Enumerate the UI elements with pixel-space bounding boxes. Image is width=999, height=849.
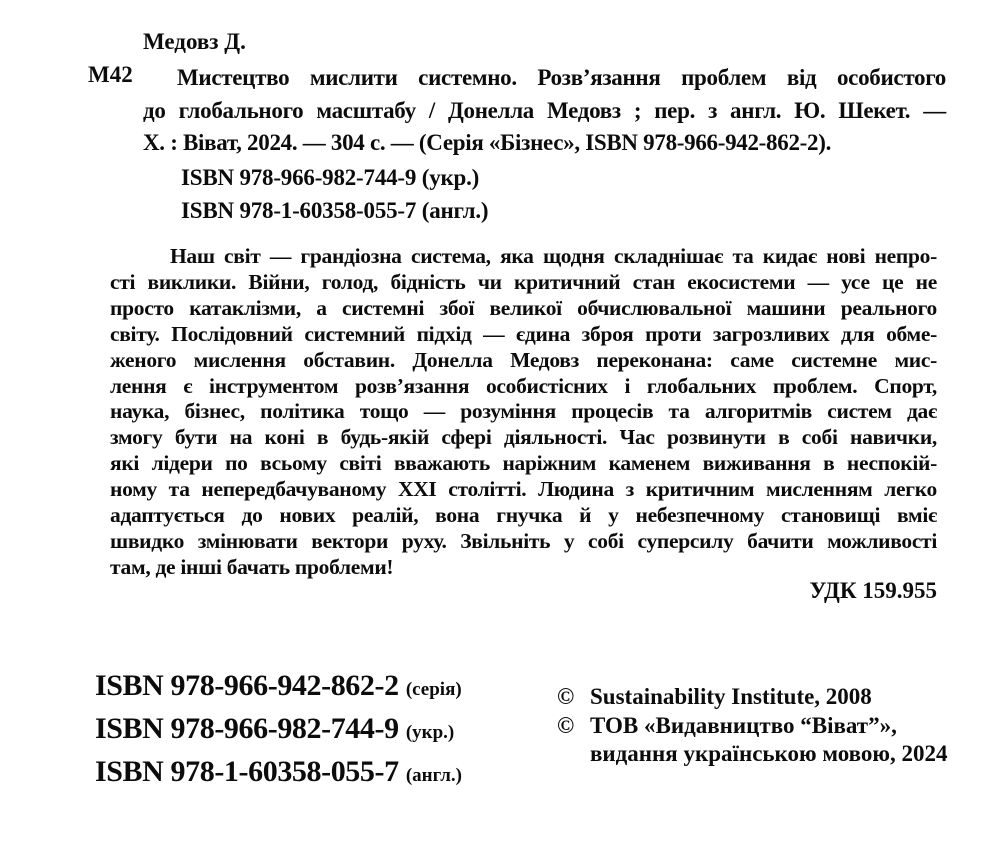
isbn-qualifier: (англ.) [405,765,462,786]
catalog-entry-line: до глобального масштабу / Донелла Медовз ; пер. з англ. Ю. Шекет. — [143,97,946,123]
isbn-line [95,666,462,709]
catalog-entry-line: Мистецтво мислити системно. Розв’язання проблем від особистого [177,65,946,90]
annotation-line: Наш світ — грандіозна система, яка щодня складнішає та кидає нові непро- [170,244,937,268]
catalog-code: М42 [88,62,133,87]
copyright-block [557,683,947,769]
isbn-notes [181,161,488,227]
copyright-text: Sustainability Institute, 2008 [590,684,872,709]
catalog-entry-line: Х. : Віват, 2024. — 304 с. — (Серія «Бізнес», ISBN 978-966-942-862-2). [143,130,832,155]
annotation-line: ному та непередбачуваному XXI столітті. Людина з критичним мисленням легко [110,477,937,502]
annotation-line: змогу бути на коні в будь-якій сфері діяльності. Час розвинути в собі навички, [110,425,937,450]
annotation-line: які лідери по всьому світі вважають наріжним каменем виживання в неспокій- [110,451,937,476]
copyright-text: видання українською мовою, 2024 [590,741,948,766]
catalog-entry [143,62,946,160]
annotation-line: наука, бізнес, політика тощо — розуміння процесів та алгоритмів систем дає [110,399,937,424]
copyright-line [557,683,947,712]
annotation-line: женого мислення обставин. Донелла Медовз переконана: саме системне мис- [110,347,937,372]
copyright-symbol [557,740,590,769]
copyright-symbol: © [557,684,575,709]
udk-code: УДК 159.955 [809,578,937,603]
annotation-line: сті виклики. Війни, голод, бідність чи критичний стан екосистеми — усе це не [110,269,937,294]
annotation-paragraph [110,244,937,581]
copyright-text: ТОВ «Видавництво “Віват”», [590,712,897,738]
annotation-line: світу. Послідовний системний підхід — єдина зброя проти загрозливих для обме- [110,321,937,346]
isbn-qualifier: (серія) [405,679,462,700]
isbn-number: ISBN 978-966-942-862-2 [95,669,399,702]
isbn-number: ISBN 978-966-982-744-9 [95,712,399,745]
annotation-line: просто катаклізми, а системні збої великої обчислювальної машини реального [110,295,937,320]
isbn-line [95,709,462,752]
isbn-line [95,752,462,795]
copyright-symbol: © [557,712,575,738]
copyright-line [557,712,947,741]
annotation-line: адаптується до нових реалій, вона гнучка й у небезпечному становищі вміє [110,503,937,528]
annotation-line: лення є інструментом розв’язання особистісних і глобальних проблем. Спорт, [110,373,937,398]
isbn-note-line: ISBN 978-1-60358-055-7 (англ.) [181,198,489,223]
author-heading: Медовз Д. [143,29,246,54]
isbn-block [95,666,462,795]
copyright-line [557,740,947,769]
annotation-line: там, де інші бачать проблеми! [110,554,394,579]
isbn-qualifier: (укр.) [405,722,455,743]
isbn-number: ISBN 978-1-60358-055-7 [95,755,399,788]
annotation-line: швидко змінювати вектори руху. Звільніть у собі суперсилу бачити можливості [110,528,937,553]
isbn-note-line: ISBN 978-966-982-744-9 (укр.) [181,165,480,190]
